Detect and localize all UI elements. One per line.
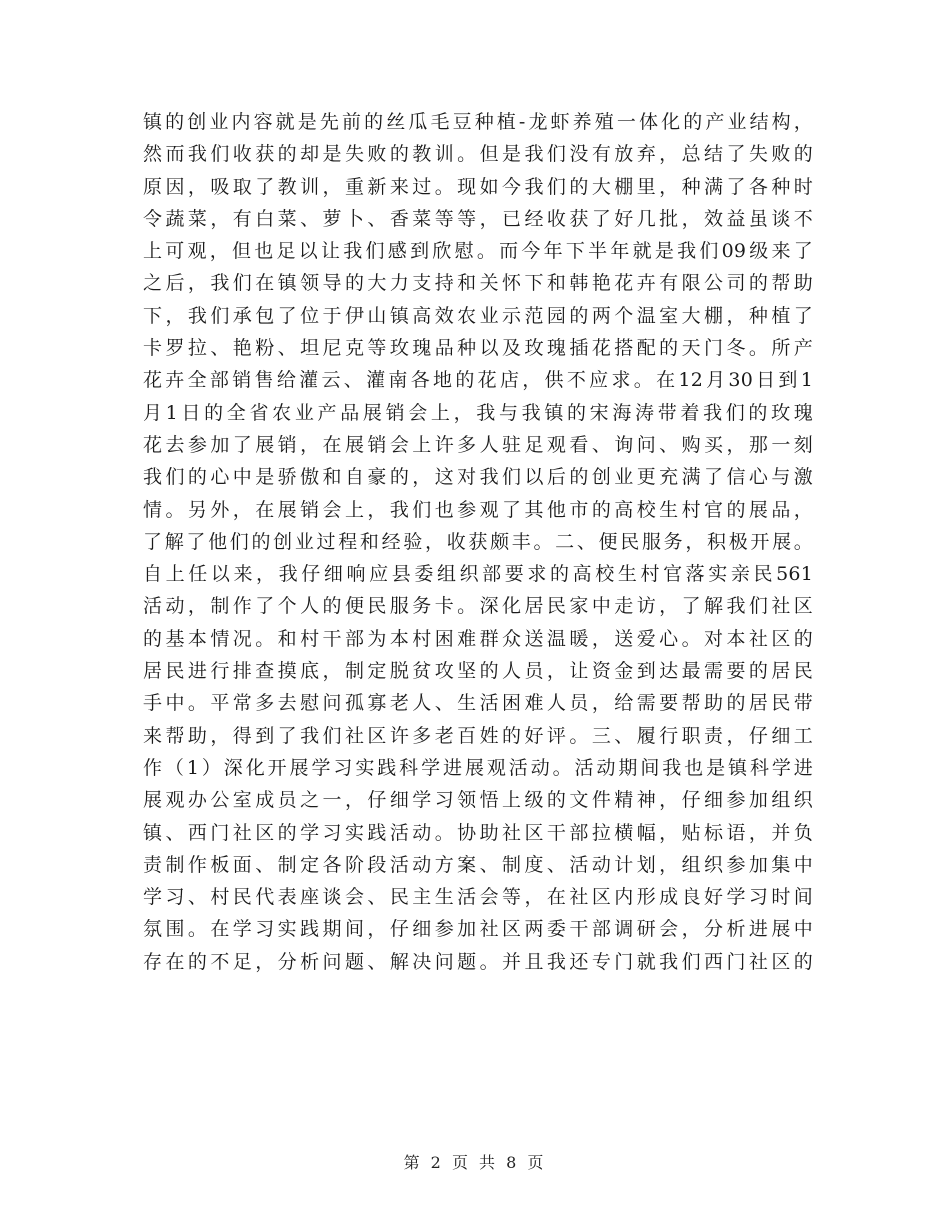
text-line: 情。另外，在展销会上，我们也参观了其他市的高校生村官的展品， [143,498,813,521]
text-line: 居民进行排查摸底，制定脱贫攻坚的人员，让资金到达最需要的居民 [143,660,813,683]
text-line: 作（1）深化开展学习实践科学进展观活动。活动期间我也是镇科学进 [143,756,813,779]
text-line: 存在的不足，分析问题、解决问题。并且我还专门就我们西门社区的 [143,950,813,973]
text-line: 卡罗拉、艳粉、坦尼克等玫瑰品种以及玫瑰插花搭配的天门冬。所产 [143,337,813,360]
text-line: 上可观，但也足以让我们感到欣慰。而今年下半年就是我们09级来了 [143,240,813,263]
page-footer: 第 2 页 共 8 页 [403,1153,547,1172]
text-line: 镇、西门社区的学习实践活动。协助社区干部拉横幅，贴标语，并负 [143,821,813,844]
text-line: 原因，吸取了教训，重新来过。现如今我们的大棚里，种满了各种时 [143,175,813,198]
text-line: 氛围。在学习实践期间，仔细参加社区两委干部调研会，分析进展中 [143,918,813,941]
text-line: 手中。平常多去慰问孤寡老人、生活困难人员，给需要帮助的居民带 [143,692,813,715]
text-line: 了解了他们的创业过程和经验，收获颇丰。二、便民服务，积极开展。 [143,530,813,553]
text-line: 花卉全部销售给灌云、灌南各地的花店，供不应求。在12月30日到1 [143,369,813,392]
text-line: 自上任以来，我仔细响应县委组织部要求的高校生村官落实亲民561 [143,563,813,586]
text-line: 我们的心中是骄傲和自豪的，这对我们以后的创业更充满了信心与激 [143,466,813,489]
text-line: 令蔬菜，有白菜、萝卜、香菜等等，已经收获了好几批，效益虽谈不 [143,207,813,230]
text-line: 的基本情况。和村干部为本村困难群众送温暖，送爱心。对本社区的 [143,627,813,650]
text-line: 活动，制作了个人的便民服务卡。深化居民家中走访，了解我们社区 [143,595,813,618]
text-line: 学习、村民代表座谈会、民主生活会等，在社区内形成良好学习时间 [143,886,813,909]
text-line: 镇的创业内容就是先前的丝瓜毛豆种植-龙虾养殖一体化的产业结构， [143,111,813,133]
text-line: 月1日的全省农业产品展销会上，我与我镇的宋海涛带着我们的玫瑰 [143,401,813,424]
text-line: 展观办公室成员之一，仔细学习领悟上级的文件精神，仔细参加组织 [143,789,813,812]
document-body [143,106,813,978]
text-line: 下，我们承包了位于伊山镇高效农业示范园的两个温室大棚，种植了 [143,304,813,327]
text-line: 责制作板面、制定各阶段活动方案、制度、活动计划，组织参加集中 [143,853,813,876]
text-line: 花去参加了展销，在展销会上许多人驻足观看、询问、购买，那一刻 [143,433,813,456]
text-line: 之后，我们在镇领导的大力支持和关怀下和韩艳花卉有限公司的帮助 [143,272,813,295]
text-line: 然而我们收获的却是失败的教训。但是我们没有放弃，总结了失败的 [143,143,813,166]
text-line: 来帮助，得到了我们社区许多老百姓的好评。三、履行职责，仔细工 [143,724,813,747]
